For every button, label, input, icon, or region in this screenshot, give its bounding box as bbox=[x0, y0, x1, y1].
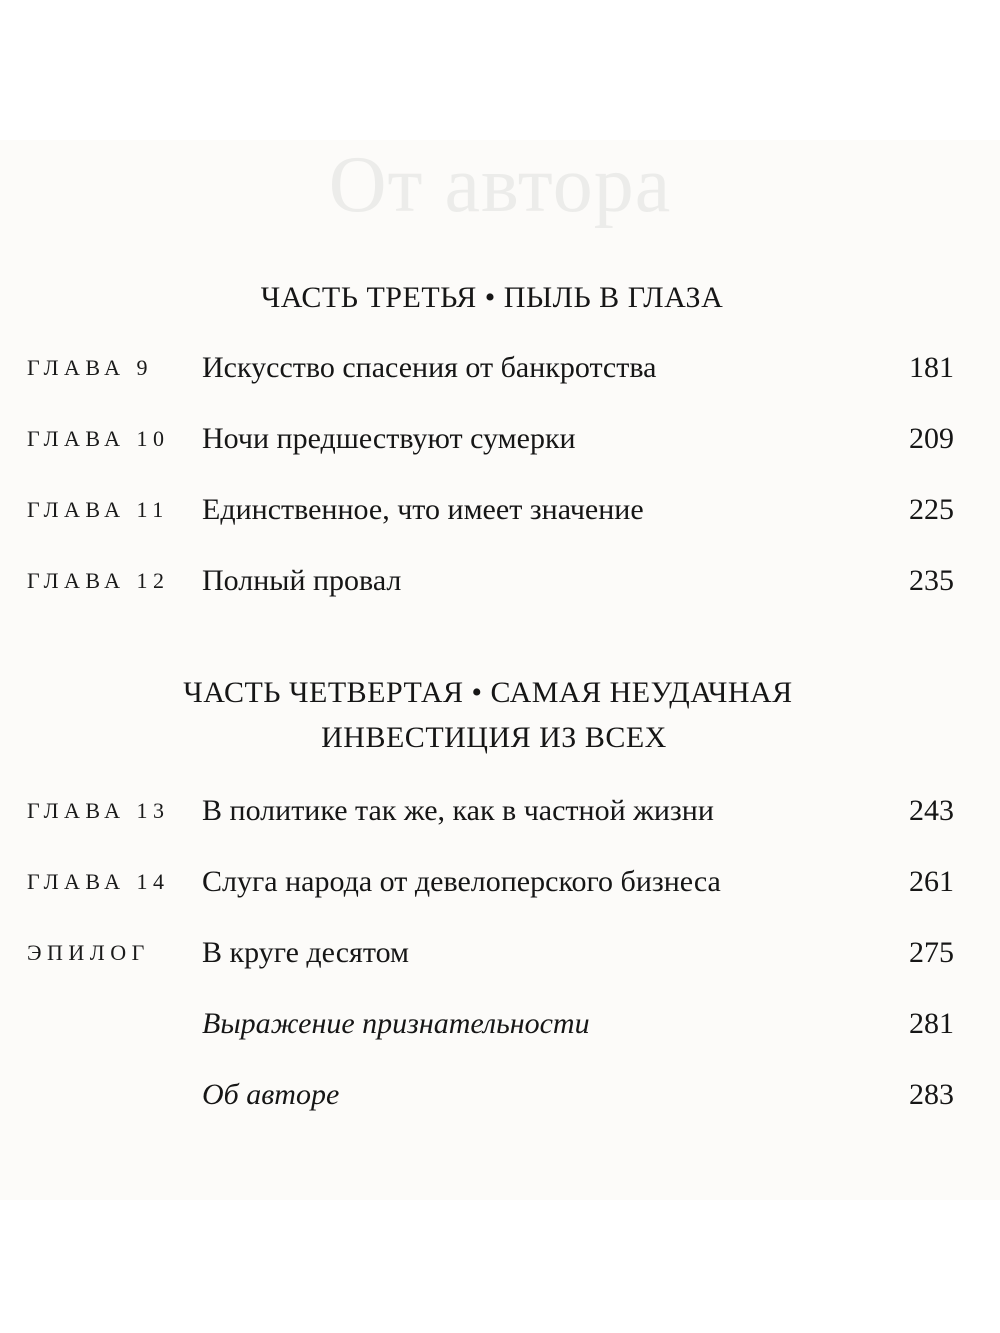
chapter-label: ГЛАВА 12 bbox=[27, 568, 170, 593]
chapter-label: ЭПИЛОГ bbox=[27, 940, 150, 965]
part-four-title-line-2: ИНВЕСТИЦИЯ ИЗ ВСЕХ bbox=[321, 721, 667, 754]
page-number: 225 bbox=[909, 493, 954, 526]
chapter-title: Полный провал bbox=[202, 564, 402, 597]
bleed-through-heading: От автора bbox=[328, 141, 672, 229]
toc-entry-acknowledgments bbox=[0, 999, 1000, 1049]
chapter-title: Об авторе bbox=[202, 1078, 340, 1111]
chapter-title: Ночи предшествуют сумерки bbox=[202, 422, 576, 455]
chapter-label: ГЛАВА 9 bbox=[27, 355, 154, 380]
toc-entry-chapter-13 bbox=[0, 786, 1000, 836]
chapter-label: ГЛАВА 13 bbox=[27, 798, 170, 823]
toc-entry-about-author bbox=[0, 1070, 1000, 1120]
chapter-title: Единственное, что имеет значение bbox=[202, 493, 644, 526]
chapter-title: Искусство спасения от банкротства bbox=[202, 351, 657, 384]
page-number: 283 bbox=[909, 1078, 954, 1111]
toc-entry-chapter-11 bbox=[0, 485, 1000, 535]
toc-entry-chapter-14 bbox=[0, 857, 1000, 907]
chapter-title: Слуга народа от девелоперского бизнеса bbox=[202, 865, 721, 898]
chapter-label: ГЛАВА 10 bbox=[27, 426, 170, 451]
part-four-title-line-1: ЧАСТЬ ЧЕТВЕРТАЯ • САМАЯ НЕУДАЧНАЯ bbox=[183, 676, 793, 709]
toc-entry-chapter-10 bbox=[0, 414, 1000, 464]
part-three-title: ЧАСТЬ ТРЕТЬЯ • ПЫЛЬ В ГЛАЗА bbox=[260, 281, 724, 314]
page-number: 209 bbox=[909, 422, 954, 455]
chapter-title: В политике так же, как в частной жизни bbox=[202, 794, 714, 827]
toc-entry-chapter-9 bbox=[0, 343, 1000, 393]
chapter-label: ГЛАВА 14 bbox=[27, 869, 170, 894]
page-number: 181 bbox=[909, 351, 954, 384]
page-number: 243 bbox=[909, 794, 954, 827]
page-number: 261 bbox=[909, 865, 954, 898]
chapter-title: Выражение признательности bbox=[202, 1007, 590, 1040]
chapter-title: В круге десятом bbox=[202, 936, 409, 969]
toc-entry-chapter-12 bbox=[0, 556, 1000, 606]
page-number: 275 bbox=[909, 936, 954, 969]
chapter-label: ГЛАВА 11 bbox=[27, 497, 169, 522]
toc-entry-epilogue bbox=[0, 928, 1000, 978]
page-number: 235 bbox=[909, 564, 954, 597]
page-number: 281 bbox=[909, 1007, 954, 1040]
